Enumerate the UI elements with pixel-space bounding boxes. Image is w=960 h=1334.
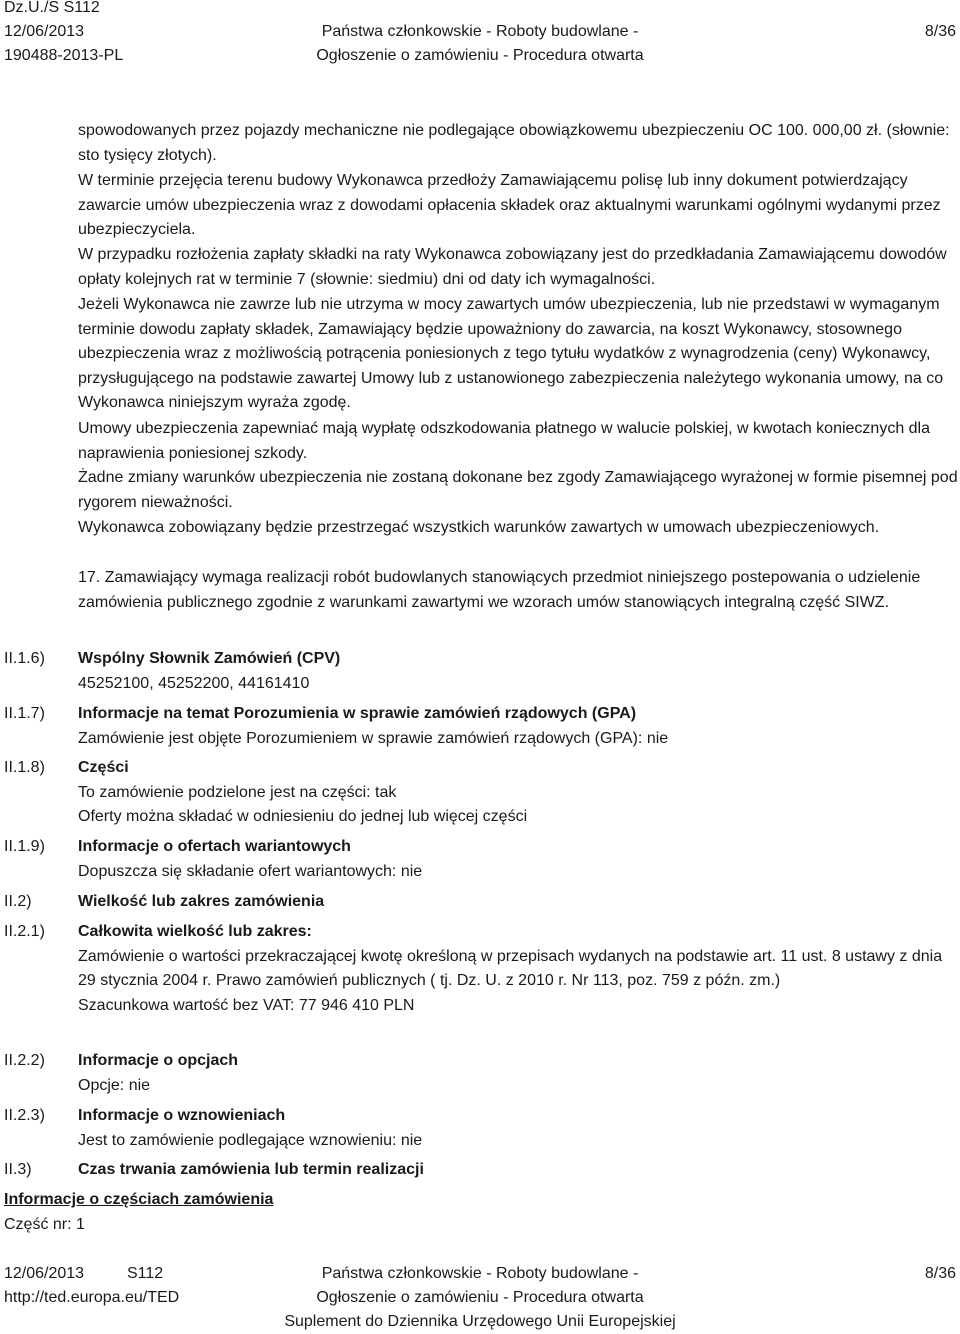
footer-supplement: Suplement do Dziennika Urzędowego Unii Europejskiej [284,1313,676,1330]
section-text: Opcje: nie [78,1076,151,1094]
section-text: Zamówienie jest objęte Porozumieniem w sprawie zamówień rządowych (GPA): nie [78,729,669,747]
section-title: Całkowita wielkość lub zakres: [78,923,312,940]
footer-series: S112 [127,1265,164,1282]
paragraph-5: Umowy ubezpieczenia zapewniać mają wypłatę odszkodowania płatnego w walucie polskiej, w kwotach koniecznych dla naprawienia poniesionej szkody. [78,420,931,462]
paragraph-2: W terminie przejęcia terenu budowy Wykonawca przedłoży Zamawiającemu polisę lub inny dokument potwierdzający zawarcie umów ubezpieczenia wraz z dowodami opłacenia składek oraz aktualnymi warunkami ogólnymi wydanymi przez ubezpieczyciela. [78,172,941,239]
section-ii-1-7 [78,702,958,751]
page-number: 8/36 [924,23,956,40]
paragraph-6: Żadne zmiany warunków ubezpieczenia nie zostaną dokonane bez zgody Zamawiającego wyrażonej w formie pisemnej pod rygorem nieważności. [78,469,958,511]
section-label-ii-1-7: II.1.7) [4,705,45,722]
section-title: Informacje o ofertach wariantowych [78,838,351,855]
section-ii-1-8 [78,756,958,830]
header-date: 12/06/2013 [4,23,85,40]
paragraph-1: spowodowanych przez pojazdy mechaniczne nie podlegające obowiązkowemu ubezpieczeniu OC 100. 000,00 zł. (słownie: sto tysięcy złotych). [78,122,950,164]
section-label-ii-1-9: II.1.9) [4,838,45,855]
section-title: Informacje o opcjach [78,1052,239,1069]
section-title: Informacje na temat Porozumienia w sprawie zamówień rządowych (GPA) [78,705,637,722]
section-text: Jest to zamówienie podlegające wznowieniu: nie [78,1131,423,1149]
estimated-value: Szacunkowa wartość bez VAT: 77 946 410 PLN [78,996,415,1014]
section-ii-2-3 [78,1104,958,1153]
section-label-ii-2-3: II.2.3) [4,1107,45,1124]
section-label-ii-2-2: II.2.2) [4,1052,45,1069]
section-ii-2 [78,890,958,915]
paragraph-7: Wykonawca zobowiązany będzie przestrzegać wszystkich warunków zawartych w umowach ubezpieczeniowych. [78,519,880,536]
section-label-ii-1-8: II.1.8) [4,759,45,776]
section-title: Informacje o wznowieniach [78,1107,286,1124]
section-text: Oferty można składać w odniesieniu do jednej lub więcej części [78,808,528,825]
footer-page-number: 8/36 [924,1265,956,1282]
header-title-line1: Państwa członkowskie - Roboty budowlane - [321,23,639,40]
section-ii-2-2 [78,1049,958,1098]
section-label-ii-3: II.3) [4,1161,32,1178]
section-title: Wielkość lub zakres zamówienia [78,893,325,910]
header-title-line2: Ogłoszenie o zamówieniu - Procedura otwarta [316,47,644,64]
parts-heading: Informacje o częściach zamówienia [4,1191,274,1208]
page-header [0,0,960,70]
paragraph-3: W przypadku rozłożenia zapłaty składki na raty Wykonawca zobowiązany jest do przedkładania Zamawiającemu dowodów opłaty kolejnych rat w terminie 7 (słownie: siedmiu) dni od daty ich wymagalności. [78,246,947,288]
section-title: Wspólny Słownik Zamówień (CPV) [78,650,341,667]
section-text: To zamówienie podzielone jest na części: tak [78,783,397,801]
paragraph-4: Jeżeli Wykonawca nie zawrze lub nie utrzyma w mocy zawartych umów ubezpieczenia, lub nie przedstawi w wymaganym terminie dowodu zapłaty składek, Zamawiający będzie upoważniony do zawarcia, na koszt Wykonawcy, stosownego ubezpieczenia wraz z możliwością potrącenia poniesionych z tego tytułu wydatków z wynagrodzenia (ceny) Wykonawcy, przysługującego na podstawie zawartej Umowy lub z ustanowionego zabezpieczenia należytego wykonania umowy, na co Wykonawca niniejszym wyraża zgodę. [78,296,944,412]
footer-title-line1: Państwa członkowskie - Roboty budowlane - [321,1265,639,1282]
ted-link[interactable]: http://ted.europa.eu/TED [4,1289,180,1306]
section-ii-1-9 [78,835,958,884]
section-title: Części [78,759,129,776]
paragraph-8: 17. Zamawiający wymaga realizacji robót budowlanych stanowiących przedmiot niniejszego postepowania o udzielenie zamówienia publicznego zgodnie z warunkami zawartymi we wzorach umów stanowiących integralną część SIWZ. [78,569,921,611]
page-footer [0,1262,960,1334]
section-label-ii-2: II.2) [4,893,32,910]
section-label-ii-2-1: II.2.1) [4,923,45,940]
section-title: Czas trwania zamówienia lub termin realizacji [78,1161,424,1178]
section-ii-2-1 [78,920,958,1018]
footer-title-line2: Ogłoszenie o zamówieniu - Procedura otwarta [316,1289,644,1306]
footer-date: 12/06/2013 [4,1265,85,1282]
notice-number: 190488-2013-PL [4,47,124,64]
section-ii-1-6 [78,647,958,696]
cpv-codes: 45252100, 45252200, 44161410 [78,674,310,692]
section-ii-3 [78,1158,958,1183]
journal-ref: Dz.U./S S112 [4,0,100,16]
part-number: Część nr: 1 [4,1216,85,1233]
section-label-ii-1-6: II.1.6) [4,650,45,667]
section-text: Zamówienie o wartości przekraczającej kwotę określoną w przepisach wydanych na podstawie art. 11 ust. 8 ustawy z dnia 29 stycznia 2004 r. Prawo zamówień publicznych ( tj. Dz. U. z 2010 r. Nr 113, poz. 759 z późn. zm.) [78,947,943,989]
section-text: Dopuszcza się składanie ofert wariantowych: nie [78,862,423,880]
